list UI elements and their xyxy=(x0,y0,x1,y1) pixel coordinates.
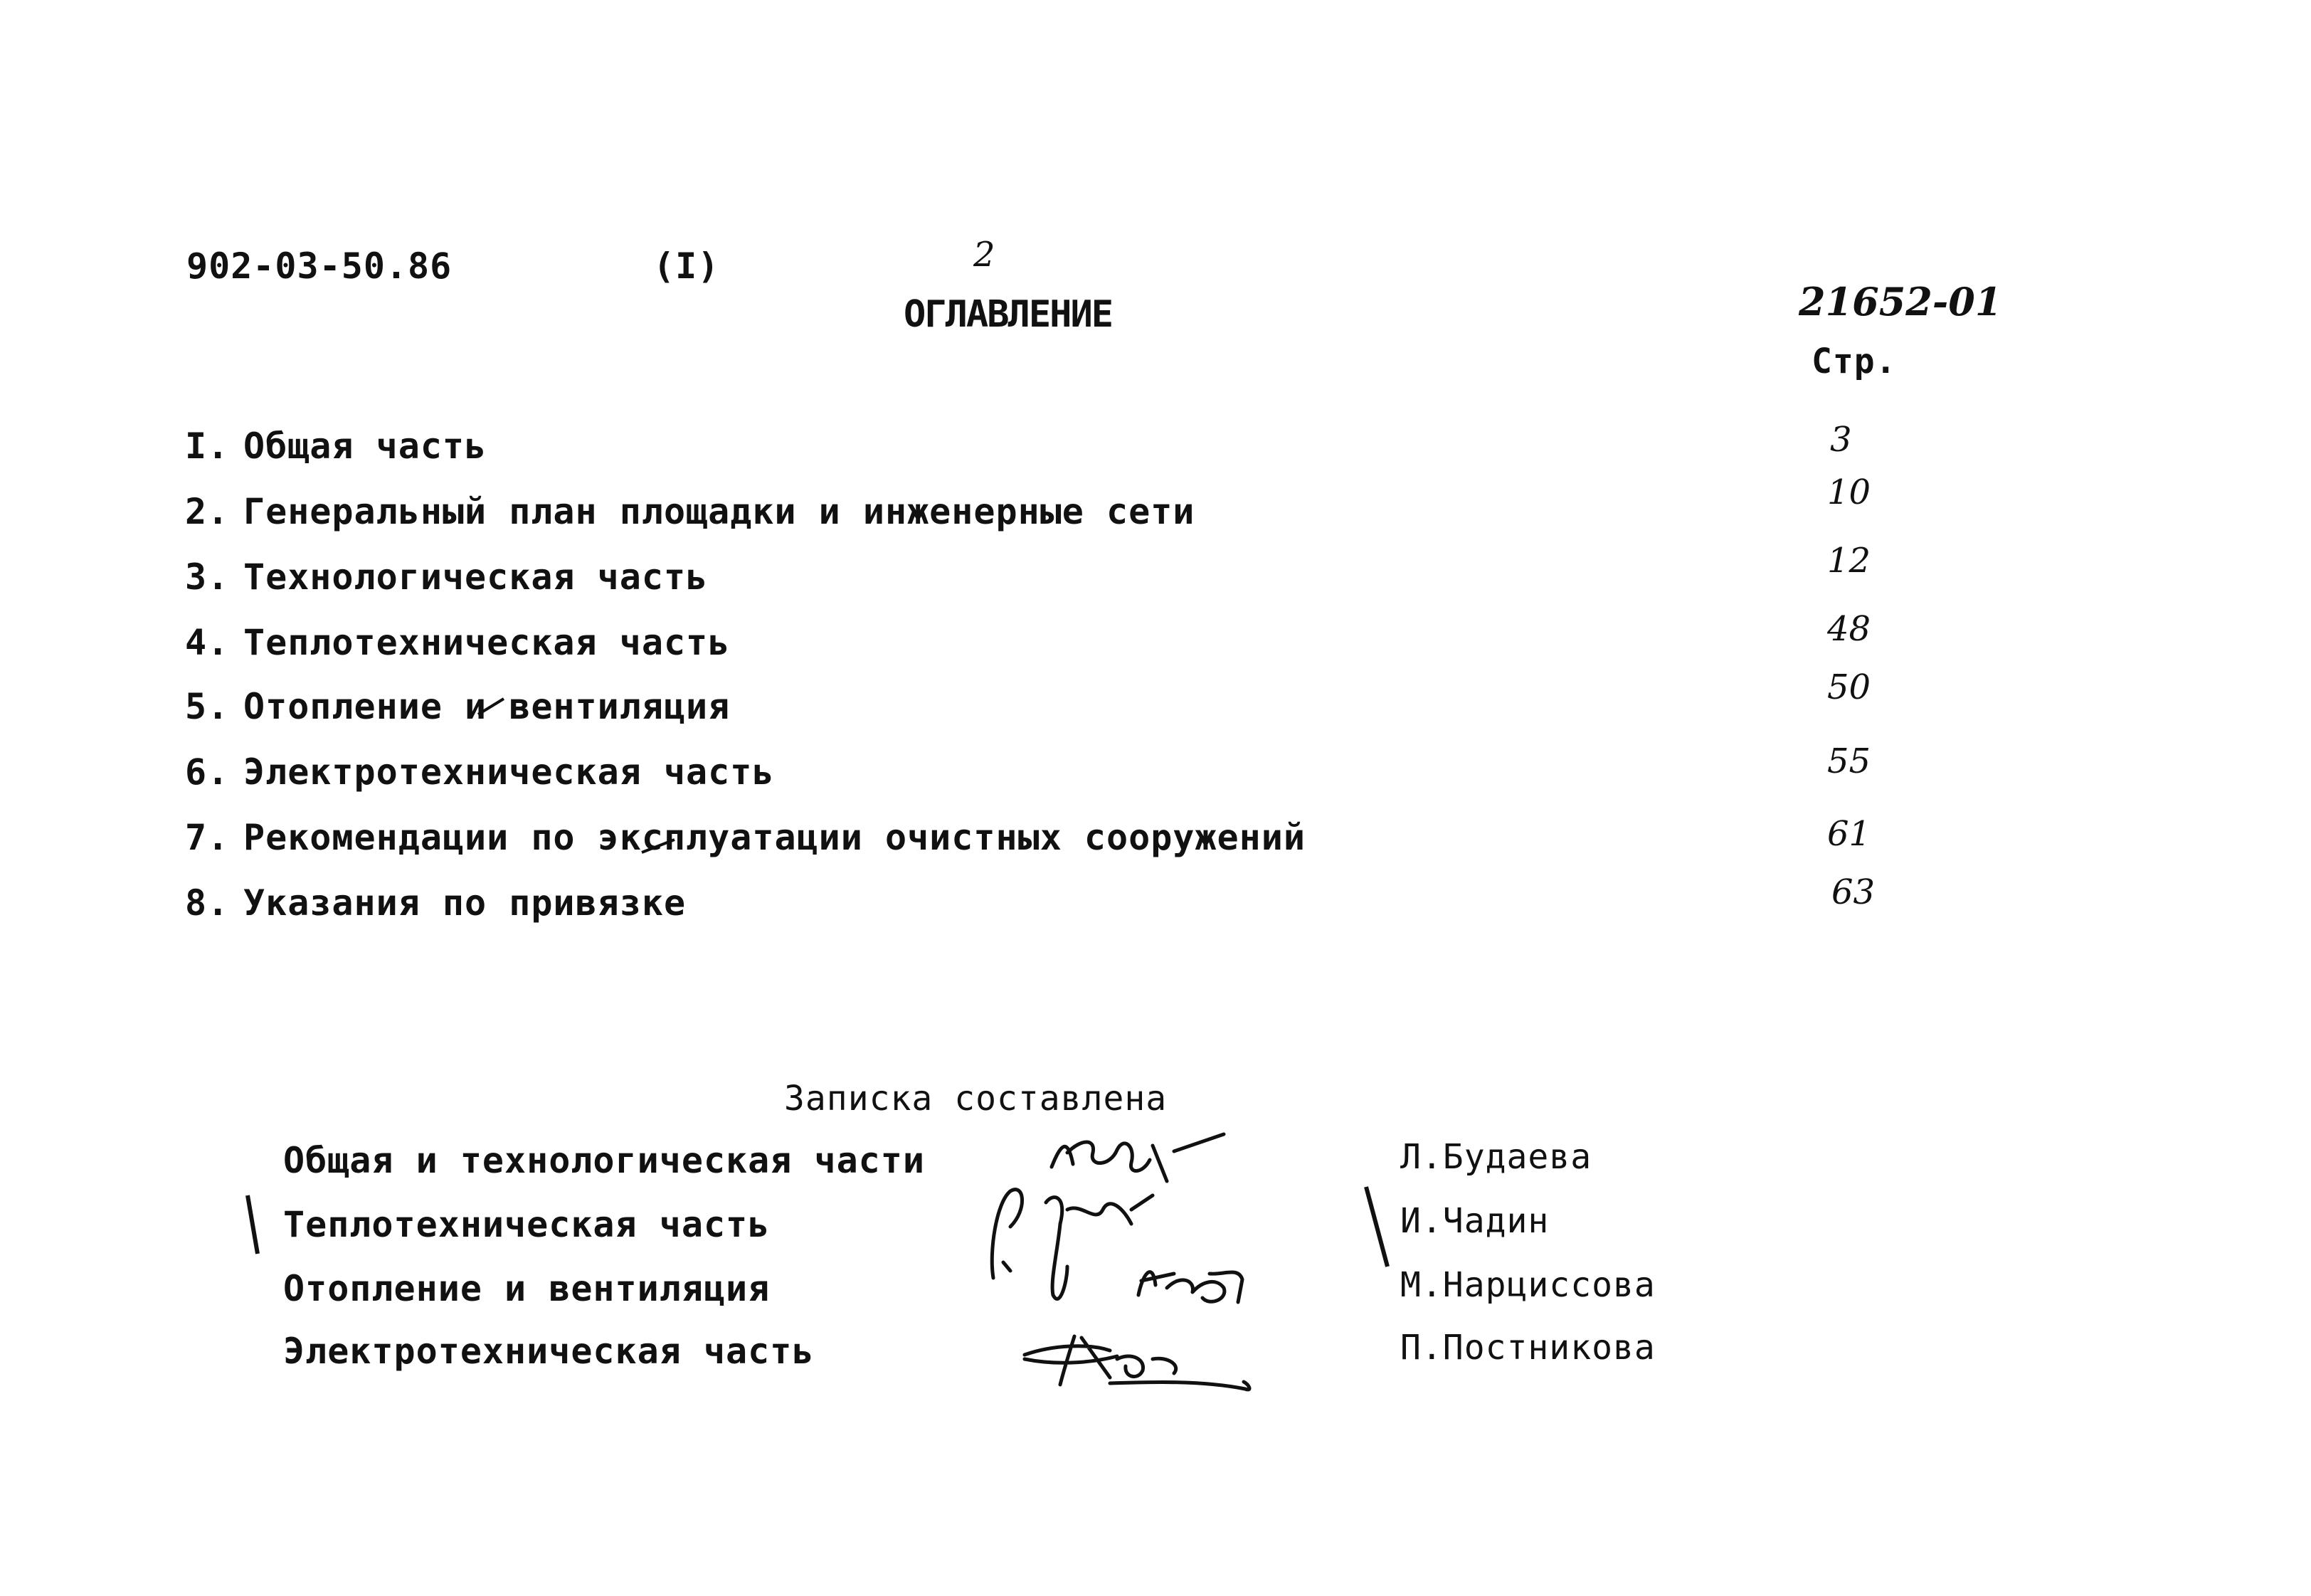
compiled-section: Электротехническая часть xyxy=(283,1331,815,1372)
toc-item-page: 12 xyxy=(1827,541,1871,581)
compiled-heading: Записка составлена xyxy=(784,1079,1168,1119)
toc-item-number: 3. xyxy=(185,556,230,598)
author-name: Л.Будаева xyxy=(1400,1137,1592,1177)
toc-item-page: 3 xyxy=(1830,420,1852,460)
toc-item-page: 55 xyxy=(1827,741,1871,781)
toc-item-number: 7. xyxy=(185,817,230,858)
toc-item-page: 48 xyxy=(1827,609,1871,649)
toc-item-label: Электротехническая часть xyxy=(243,751,775,793)
compiled-section: Теплотехническая часть xyxy=(283,1204,771,1245)
toc-item-number: 8. xyxy=(185,882,230,924)
signature-budaeva xyxy=(1052,1134,1224,1181)
compiled-section: Общая и технологическая части xyxy=(283,1140,925,1181)
author-name: И.Чадин xyxy=(1400,1201,1550,1241)
toc-item-page: 61 xyxy=(1827,814,1871,854)
signature-chadin xyxy=(992,1190,1153,1299)
compiled-section: Отопление и вентиляция xyxy=(283,1268,771,1309)
author-name: М.Нарциссова xyxy=(1400,1265,1656,1305)
toc-item-label: Общая часть xyxy=(243,426,487,467)
archive-number: 21652-01 xyxy=(1799,279,2002,324)
page-number: 2 xyxy=(973,235,995,275)
signature-nartsissova xyxy=(1138,1272,1242,1302)
toc-item-label: Технологическая часть xyxy=(243,556,709,598)
toc-item-number: 6. xyxy=(185,751,230,793)
toc-item-page: 10 xyxy=(1827,472,1871,512)
toc-item-label: Генеральный план площадки и инженерные сети xyxy=(243,491,1195,532)
page-column-label: Стр. xyxy=(1812,342,1897,381)
document-code: 902-03-50.86 xyxy=(186,245,453,287)
toc-item-page: 50 xyxy=(1827,667,1871,707)
author-name: П.Постникова xyxy=(1400,1328,1656,1368)
toc-item-number: 5. xyxy=(185,686,230,727)
toc-item-page: 63 xyxy=(1831,872,1876,912)
signature-postnikova xyxy=(1025,1336,1249,1390)
toc-item-number: I. xyxy=(185,426,230,467)
toc-item-label: Рекомендации по эксплуатации очистных сооружений xyxy=(243,817,1306,858)
toc-item-label: Отопление и вентиляция xyxy=(243,686,731,727)
toc-item-label: Теплотехническая часть xyxy=(243,622,731,663)
toc-item-label: Указания по привязке xyxy=(243,882,687,924)
volume-number: (I) xyxy=(653,245,720,287)
toc-item-number: 4. xyxy=(185,622,230,663)
page-title: ОГЛАВЛЕНИЕ xyxy=(904,293,1113,336)
toc-item-number: 2. xyxy=(185,491,230,532)
